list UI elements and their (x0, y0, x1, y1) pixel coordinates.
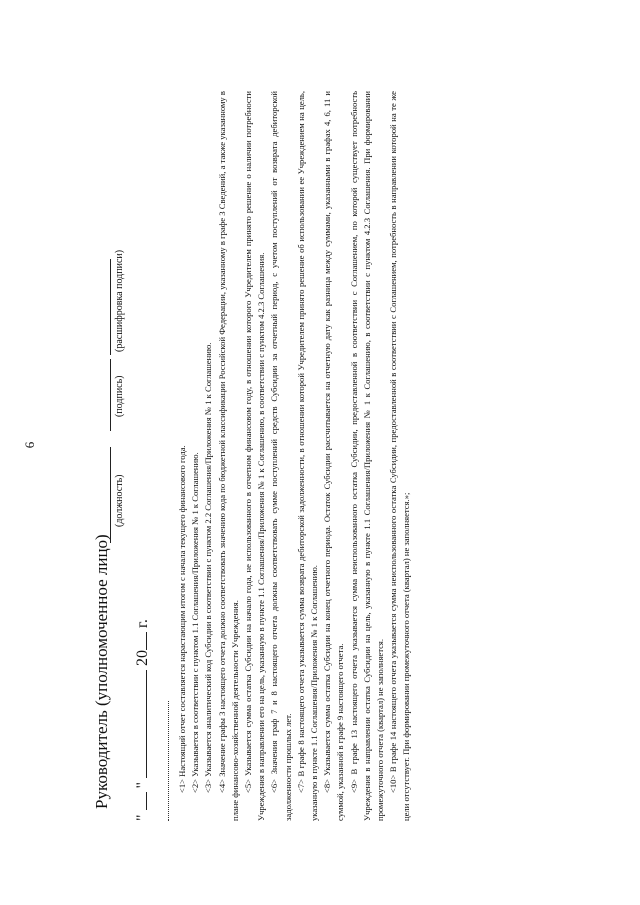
date-year-suffix: г. (134, 619, 151, 628)
date-row (132, 619, 152, 821)
footnote-5: <5> Указывается сумма остатка Субсидии на начало года, не использованного в отчетном финансовом году, в отношении которого Учредителем принято решение о наличии потребности Учреждения в направлении его на цель, указанную в пункте 1.1 Соглашения/Приложения № 1 к Соглашению, в соответствии с пунктом 4.2.3 Соглашения. (243, 91, 267, 821)
footnote-10: <10> В графе 14 настоящего отчета указывается сумма неиспользованного остатка Субсидии, предоставленной в соответствии с Соглашением, потребность в направлении которой на те же цели отсутствует. При формировании промежуточного отчета (квартал) не заполняется.»; (388, 91, 412, 821)
footnote-3: <3> Указывается аналитический код Субсидии в соответствии с пунктом 2.2 Соглашения/Приложения № 1 к Соглашению. (203, 342, 214, 793)
footnote-7: <7> В графе 8 настоящего отчета указывается сумма возврата дебиторской задолженности, в отношении которой Учредителем принято решение об использовании ее Учреждением на цель, указанную в пункте 1.1 Соглашения/Приложения № 1 к Соглашению. (295, 91, 320, 821)
name-caption: (расшифровка подписи) (114, 249, 125, 352)
footnote-6: <6> Значения граф 7 и 8 настоящего отчета должны соответствовать сумме поступлений средств Субсидии за отчетный период, с учетом поступлений от возврата дебиторской задолженности прошлых лет. (269, 91, 293, 821)
year-blank (132, 632, 147, 650)
position-line (110, 447, 111, 543)
footnotes (176, 91, 414, 821)
page-number: 6 (22, 441, 37, 449)
footnote-2: <2> Указывается в соответствии с пунктом 1.1 Соглашения/Приложения № 1 к Соглашению. (190, 452, 201, 793)
date-close-quote: " (134, 781, 151, 789)
date-century: 20 (134, 649, 151, 666)
footnote-divider (168, 701, 169, 821)
footnote-9: <9> В графе 13 настоящего отчета указывается сумма неиспользованного остатка Субсидии, предоставленной в соответствии с Соглашением, по которой существует потребность Учреждения в направлении остатка Субсидии на цель, указанную в пункте 1.1 Соглашения/Приложения № 1 к Соглашению, в соответствии с пунктом 4.2.3 Соглашения. При формировании промежуточного отчета (квартал) не заполняется. (348, 91, 386, 821)
month-blank (132, 670, 147, 778)
signature-caption: (подпись) (114, 375, 125, 417)
footnote-1: <1> Настоящий отчет составляется нарастающим итогом с начала текущего финансового года. (177, 445, 187, 793)
day-blank (132, 792, 147, 810)
footnote-4: <4> Значение графы 3 настоящего отчета должно соответствовать значению кода по бюджетной классификации Российской Федерации, указанному в графе 3 Сведений, а также указанному в плане финансово-хозяйственной деятельности Учреждения. (216, 91, 240, 821)
signatory-title: Руководитель (уполномоченное лицо) (92, 534, 111, 809)
footnote-8: <8> Указывается сумма остатка Субсидии на конец отчетного периода. Остаток Субсидии рассчитывается на отчетную дату как разница между суммами, указанными в графах 4, 6, 11 и суммой, указанной в графе 9 настоящего отчета. (322, 91, 346, 821)
date-open-quote: " (134, 814, 151, 821)
position-caption: (должность) (114, 474, 125, 527)
name-line (110, 259, 111, 355)
signature-line (110, 359, 111, 431)
